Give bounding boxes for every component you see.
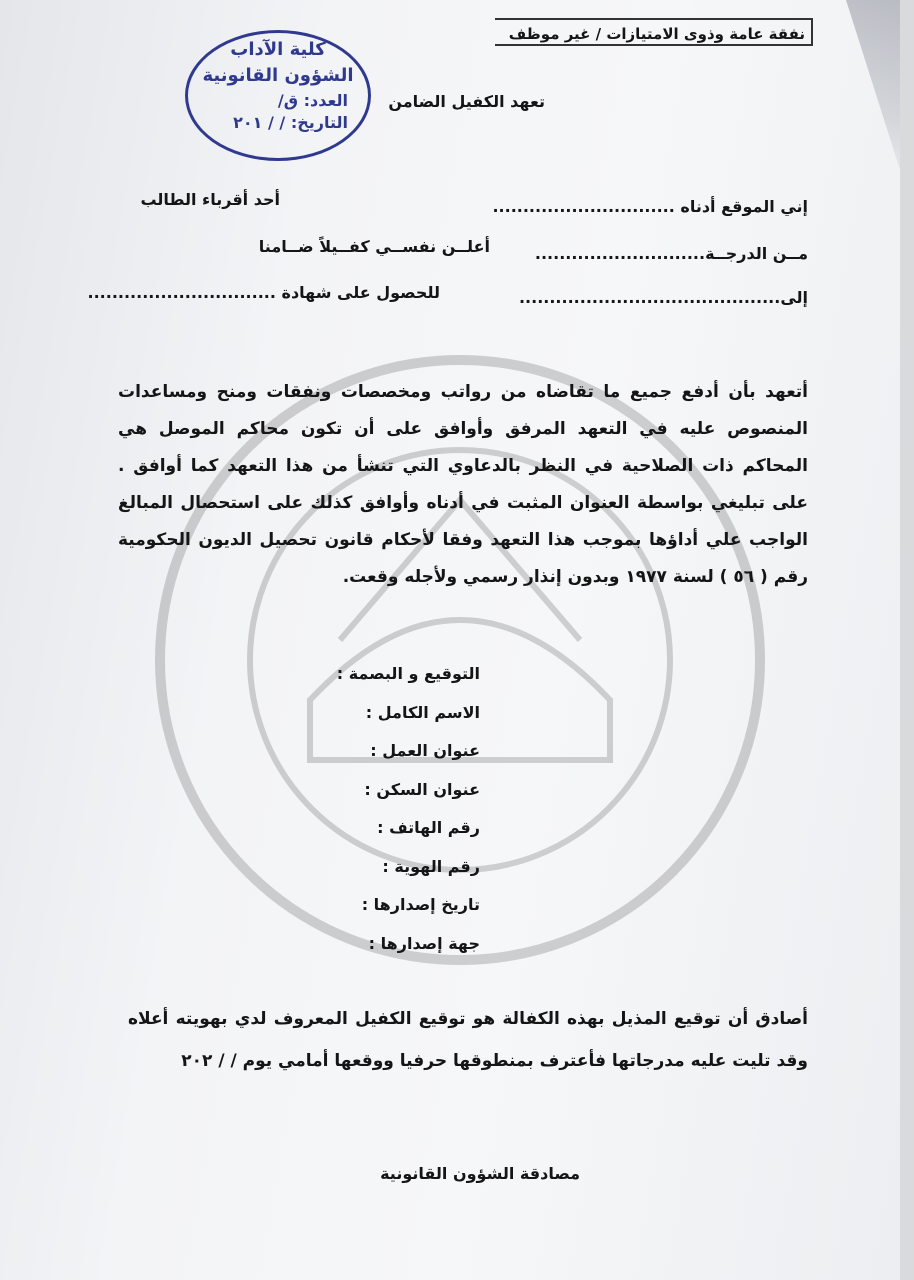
attestation-text: أصادق أن توقيع المذيل بهذه الكفالة هو توقيع الكفيل المعروف لدي بهويته أعلاه وقد تليت عليه مدرجاتها فأعترف بمنطوقها حرفيا ووقعها أمامي يوم / / ٢٠٢ bbox=[128, 1009, 808, 1071]
intro-line1-value: أحد أقرباء الطالب bbox=[140, 190, 280, 209]
legal-affairs-certification: مصادقة الشؤون القانونية bbox=[380, 1164, 580, 1183]
intro-line1-label: إني الموقع أدناه .............................. bbox=[492, 197, 808, 216]
field-issue-date: تاريخ إصدارها : bbox=[361, 895, 480, 914]
field-home-address: عنوان السكن : bbox=[364, 779, 480, 799]
guarantor-fields bbox=[300, 655, 480, 963]
intro-line2-value: أعلــن نفســي كفــيلاً ضــامنا bbox=[258, 237, 490, 256]
stamp-number: العدد: ق/ bbox=[277, 91, 348, 110]
document-category-header: نفقة عامة وذوى الامتيازات / غير موظف bbox=[495, 18, 813, 46]
field-full-name: الاسم الكامل : bbox=[365, 702, 480, 722]
stamp-department: الشؤون القانونية bbox=[202, 65, 354, 86]
stamp-date: التاريخ: / / ٢٠١ bbox=[233, 113, 348, 132]
field-issuer: جهة إصدارها : bbox=[368, 933, 480, 953]
page-fold bbox=[810, 0, 900, 170]
field-work-address: عنوان العمل : bbox=[370, 741, 480, 760]
intro-line2-label: مــن الدرجــة............................ bbox=[534, 244, 808, 263]
stamp-college: كلية الآداب bbox=[230, 39, 326, 60]
intro-line3-value: للحصول على شهادة ............................... bbox=[87, 283, 440, 302]
field-phone: رقم الهاتف : bbox=[377, 818, 480, 837]
legal-affairs-stamp bbox=[185, 30, 371, 161]
field-signature: التوقيع و البصمة : bbox=[336, 664, 480, 683]
field-id-number: رقم الهوية : bbox=[382, 856, 480, 876]
intro-line3-label: إلى........................................... bbox=[518, 288, 808, 307]
guarantee-body-text: أتعهد بأن أدفع جميع ما تقاضاه من رواتب ومخصصات ونفقات ومنح ومساعدات المنصوص عليه في التعهد المرفق وأوافق على أن تكون محاكم الموصل هي المحاكم ذات الصلاحية في النظر بالدعاوي التي تنشأ من هذا التعهد كما أوافق . على تبليغي بواسطة العنوان المثبت في أدناه وأوافق كذلك على استحصال المبالغ الواجب علي أداؤها بموجب هذا التعهد وفقا لأحكام قانون تحصيل الديون الحكومية رقم ( ٥٦ ) لسنة ١٩٧٧ وبدون إنذار رسمي ولأجله وقعت. bbox=[118, 382, 808, 587]
document-title: تعهد الكفيل الضامن bbox=[388, 92, 545, 111]
